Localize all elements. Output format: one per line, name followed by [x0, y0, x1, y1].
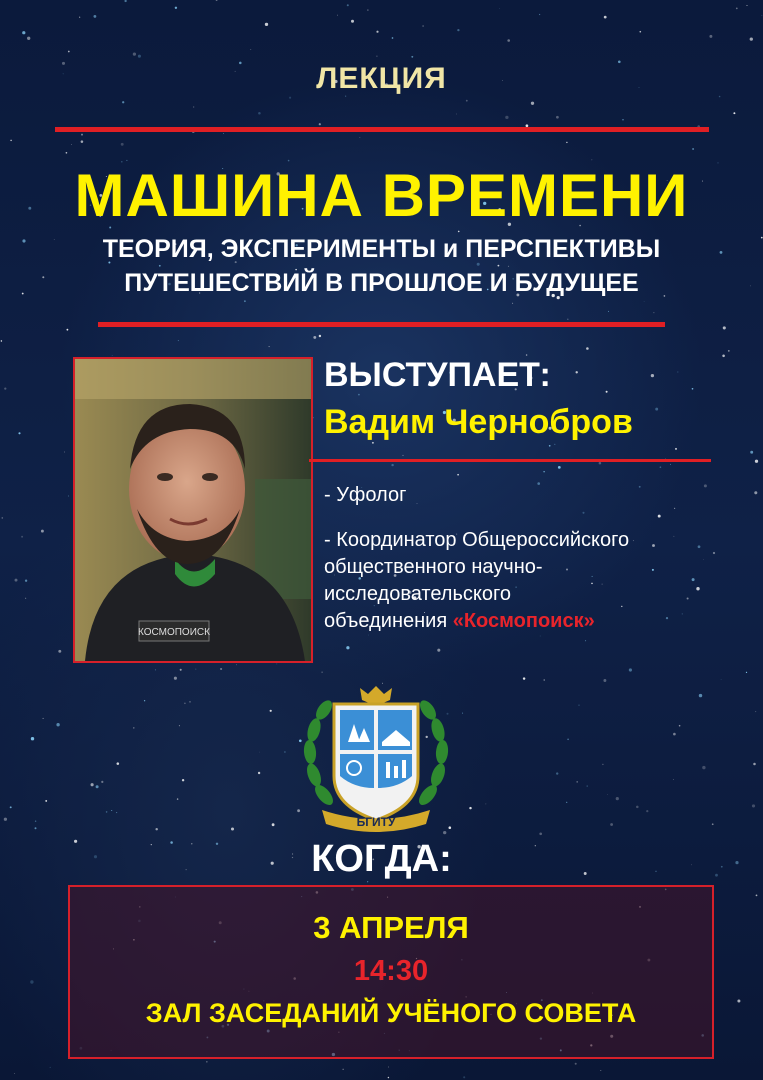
star	[755, 711, 756, 712]
star	[30, 980, 33, 983]
star	[81, 134, 83, 136]
star	[14, 1073, 15, 1074]
star	[485, 803, 486, 804]
star	[539, 832, 542, 835]
star	[586, 347, 589, 350]
star	[752, 804, 755, 807]
top-red-divider	[55, 127, 709, 132]
star	[539, 14, 540, 15]
star	[351, 20, 354, 23]
star	[50, 1067, 51, 1068]
star	[270, 710, 272, 712]
star	[15, 579, 18, 582]
star	[133, 52, 136, 55]
star	[698, 545, 701, 548]
star	[81, 140, 84, 143]
star	[753, 763, 756, 766]
bullet-line-4	[324, 608, 629, 635]
star	[651, 374, 654, 377]
star	[599, 462, 602, 465]
star	[722, 355, 725, 358]
speaker-portrait	[75, 359, 311, 661]
star	[469, 807, 471, 809]
star	[728, 350, 730, 352]
bullet-line-2: общественного научно-	[324, 556, 543, 578]
star	[712, 823, 714, 825]
star	[692, 388, 694, 390]
star	[679, 725, 681, 727]
star	[10, 806, 12, 808]
star	[736, 8, 738, 10]
star	[117, 762, 120, 765]
star	[636, 806, 639, 809]
lecture-label: ЛЕКЦИЯ	[316, 62, 447, 95]
star	[747, 5, 748, 6]
star	[600, 1070, 601, 1071]
star	[556, 116, 559, 119]
star	[576, 781, 578, 783]
emblem-ribbon-text: БГИТУ	[356, 815, 396, 829]
star	[258, 112, 261, 115]
star	[677, 371, 678, 372]
star	[702, 766, 705, 769]
poster-subtitle	[20, 232, 743, 300]
star	[66, 152, 68, 154]
star	[27, 37, 30, 40]
star	[180, 669, 182, 671]
star	[193, 107, 194, 108]
star	[231, 827, 234, 830]
star	[56, 723, 59, 726]
star	[174, 677, 177, 680]
star	[96, 785, 99, 788]
star	[582, 512, 584, 514]
star	[343, 1069, 344, 1070]
star	[457, 474, 459, 476]
bullet-line-1: - Координатор Общероссийского	[324, 529, 630, 551]
star	[184, 702, 186, 704]
star	[554, 444, 555, 445]
star	[575, 1063, 577, 1065]
star	[41, 530, 44, 533]
star	[223, 133, 224, 134]
star	[367, 10, 368, 11]
star	[437, 649, 440, 652]
star	[703, 559, 704, 560]
bullet-line-4-prefix: объединения	[324, 610, 453, 632]
star	[258, 772, 260, 774]
speaker-name: Вадим Чернобров	[324, 403, 633, 441]
star	[1, 517, 3, 519]
star	[652, 544, 655, 547]
star	[674, 536, 675, 537]
star	[505, 116, 508, 119]
star	[558, 466, 561, 469]
shirt-label: КОСМОПОИСК	[138, 627, 210, 638]
star	[182, 779, 184, 781]
star	[658, 515, 661, 518]
star	[1, 340, 2, 341]
star	[66, 329, 68, 331]
star	[670, 464, 671, 465]
star	[456, 114, 457, 115]
star	[704, 484, 707, 487]
star	[244, 300, 246, 302]
star	[179, 725, 180, 726]
star	[276, 663, 277, 664]
star	[579, 705, 580, 706]
star	[549, 445, 551, 447]
star	[269, 346, 270, 347]
star	[543, 471, 544, 472]
subtitle-line-1: ТЕОРИЯ, ЭКСПЕРИМЕНТЫ и ПЕРСПЕКТИВЫ	[102, 235, 661, 263]
star	[537, 482, 540, 485]
star	[155, 669, 156, 670]
star	[556, 772, 558, 774]
star	[68, 495, 69, 496]
star	[43, 718, 44, 719]
star	[71, 144, 72, 145]
star	[111, 810, 112, 811]
star	[507, 39, 510, 42]
star	[566, 802, 567, 803]
star	[388, 1077, 390, 1079]
star	[346, 646, 349, 649]
star	[610, 823, 613, 826]
star	[376, 56, 377, 57]
university-emblem	[292, 680, 460, 840]
star	[544, 679, 545, 680]
star	[721, 679, 722, 680]
star	[313, 336, 316, 339]
star	[566, 142, 567, 143]
star	[106, 811, 108, 813]
star	[666, 617, 668, 619]
bullet-line-3: исследовательского	[324, 583, 511, 605]
star	[633, 540, 634, 541]
star	[673, 779, 674, 780]
star	[133, 727, 134, 728]
star	[25, 580, 27, 582]
star	[466, 100, 468, 102]
star	[91, 783, 94, 786]
star	[195, 669, 196, 670]
star	[121, 143, 124, 146]
star	[602, 764, 603, 765]
subtitle-line-2: ПУТЕШЕСТВИЙ В ПРОШЛОЕ И БУДУЩЕЕ	[124, 269, 639, 297]
star	[124, 0, 126, 2]
star	[403, 455, 404, 456]
star	[25, 598, 26, 599]
star	[178, 340, 179, 341]
star	[655, 408, 658, 411]
star	[604, 16, 607, 19]
star	[639, 31, 641, 33]
star	[674, 508, 675, 509]
star	[319, 123, 321, 125]
star	[692, 148, 694, 150]
star	[284, 751, 286, 753]
star	[272, 823, 275, 826]
star	[607, 794, 608, 795]
star	[576, 371, 578, 373]
star	[376, 31, 378, 33]
poster-title: МАШИНА ВРЕМЕНИ	[74, 162, 689, 229]
star	[762, 15, 763, 16]
star	[206, 1061, 207, 1062]
star	[653, 312, 654, 313]
organization-name: «Космопоиск»	[452, 610, 595, 632]
star	[660, 466, 662, 468]
star	[4, 818, 7, 821]
speaker-bullet-ufologist: - Уфолог	[324, 484, 407, 506]
star	[531, 102, 534, 105]
star	[360, 137, 361, 138]
star	[22, 31, 25, 34]
event-time: 14:30	[353, 955, 429, 987]
star	[45, 800, 47, 802]
star	[540, 636, 541, 637]
star	[713, 552, 715, 554]
star	[422, 25, 424, 27]
star	[35, 827, 37, 829]
star	[499, 8, 500, 9]
star	[585, 640, 586, 641]
star	[144, 700, 145, 701]
star	[220, 668, 222, 670]
star	[723, 326, 726, 329]
star	[250, 49, 251, 50]
speaker-heading: ВЫСТУПАЕТ:	[324, 356, 551, 394]
star	[463, 1076, 465, 1078]
star	[750, 451, 753, 454]
star	[101, 781, 103, 783]
star	[673, 733, 676, 736]
event-place: ЗАЛ ЗАСЕДАНИЙ УЧЁНОГО СОВЕТА	[145, 998, 637, 1028]
star	[58, 650, 61, 653]
event-date: 3 АПРЕЛЯ	[313, 910, 469, 945]
star	[18, 432, 20, 434]
star	[391, 464, 393, 466]
star	[756, 895, 758, 897]
star	[367, 881, 368, 882]
star	[189, 701, 190, 702]
star	[567, 318, 569, 320]
star	[216, 0, 218, 1]
star	[265, 23, 268, 26]
star	[175, 7, 177, 9]
star	[21, 536, 23, 538]
star	[122, 101, 124, 103]
star	[31, 737, 34, 740]
speaker-red-divider	[309, 459, 711, 462]
star	[709, 35, 712, 38]
star	[687, 597, 689, 599]
star	[587, 785, 588, 786]
star	[64, 452, 65, 453]
star	[755, 460, 758, 463]
speaker-photo	[73, 357, 313, 663]
star	[416, 503, 417, 504]
star	[177, 798, 178, 799]
star	[603, 679, 606, 682]
star	[319, 335, 321, 337]
star	[682, 613, 683, 614]
star	[337, 15, 338, 16]
star	[644, 301, 645, 302]
star	[733, 112, 735, 114]
star	[737, 1000, 740, 1003]
star	[699, 694, 702, 697]
star	[35, 821, 36, 822]
star	[639, 486, 641, 488]
star	[629, 668, 632, 671]
star	[462, 713, 463, 714]
star	[68, 51, 70, 53]
star	[696, 587, 699, 590]
star	[746, 672, 747, 673]
star	[761, 237, 763, 239]
star	[750, 37, 753, 40]
star	[616, 797, 619, 800]
star	[567, 738, 569, 740]
star	[93, 15, 96, 18]
star	[754, 491, 757, 494]
star	[289, 97, 291, 99]
star	[622, 119, 623, 120]
star	[692, 578, 695, 581]
star	[523, 677, 525, 679]
star	[138, 55, 141, 58]
star	[608, 311, 609, 312]
star	[652, 569, 654, 571]
star	[4, 387, 6, 389]
star	[259, 752, 260, 753]
star	[155, 828, 157, 830]
star	[388, 1067, 389, 1068]
star	[321, 672, 322, 673]
middle-red-divider	[98, 322, 665, 327]
star	[512, 303, 513, 304]
star	[457, 29, 459, 31]
star	[79, 17, 80, 18]
speaker-bullet-coordinator	[324, 527, 629, 635]
star	[411, 56, 413, 58]
when-heading: КОГДА:	[311, 838, 452, 880]
star	[675, 448, 677, 450]
star	[606, 391, 608, 393]
star	[116, 812, 117, 813]
star	[236, 664, 237, 665]
star	[750, 286, 751, 287]
star	[646, 810, 648, 812]
star	[112, 355, 113, 356]
star	[10, 140, 12, 142]
star	[372, 442, 374, 444]
star	[347, 4, 349, 6]
star	[392, 37, 394, 39]
